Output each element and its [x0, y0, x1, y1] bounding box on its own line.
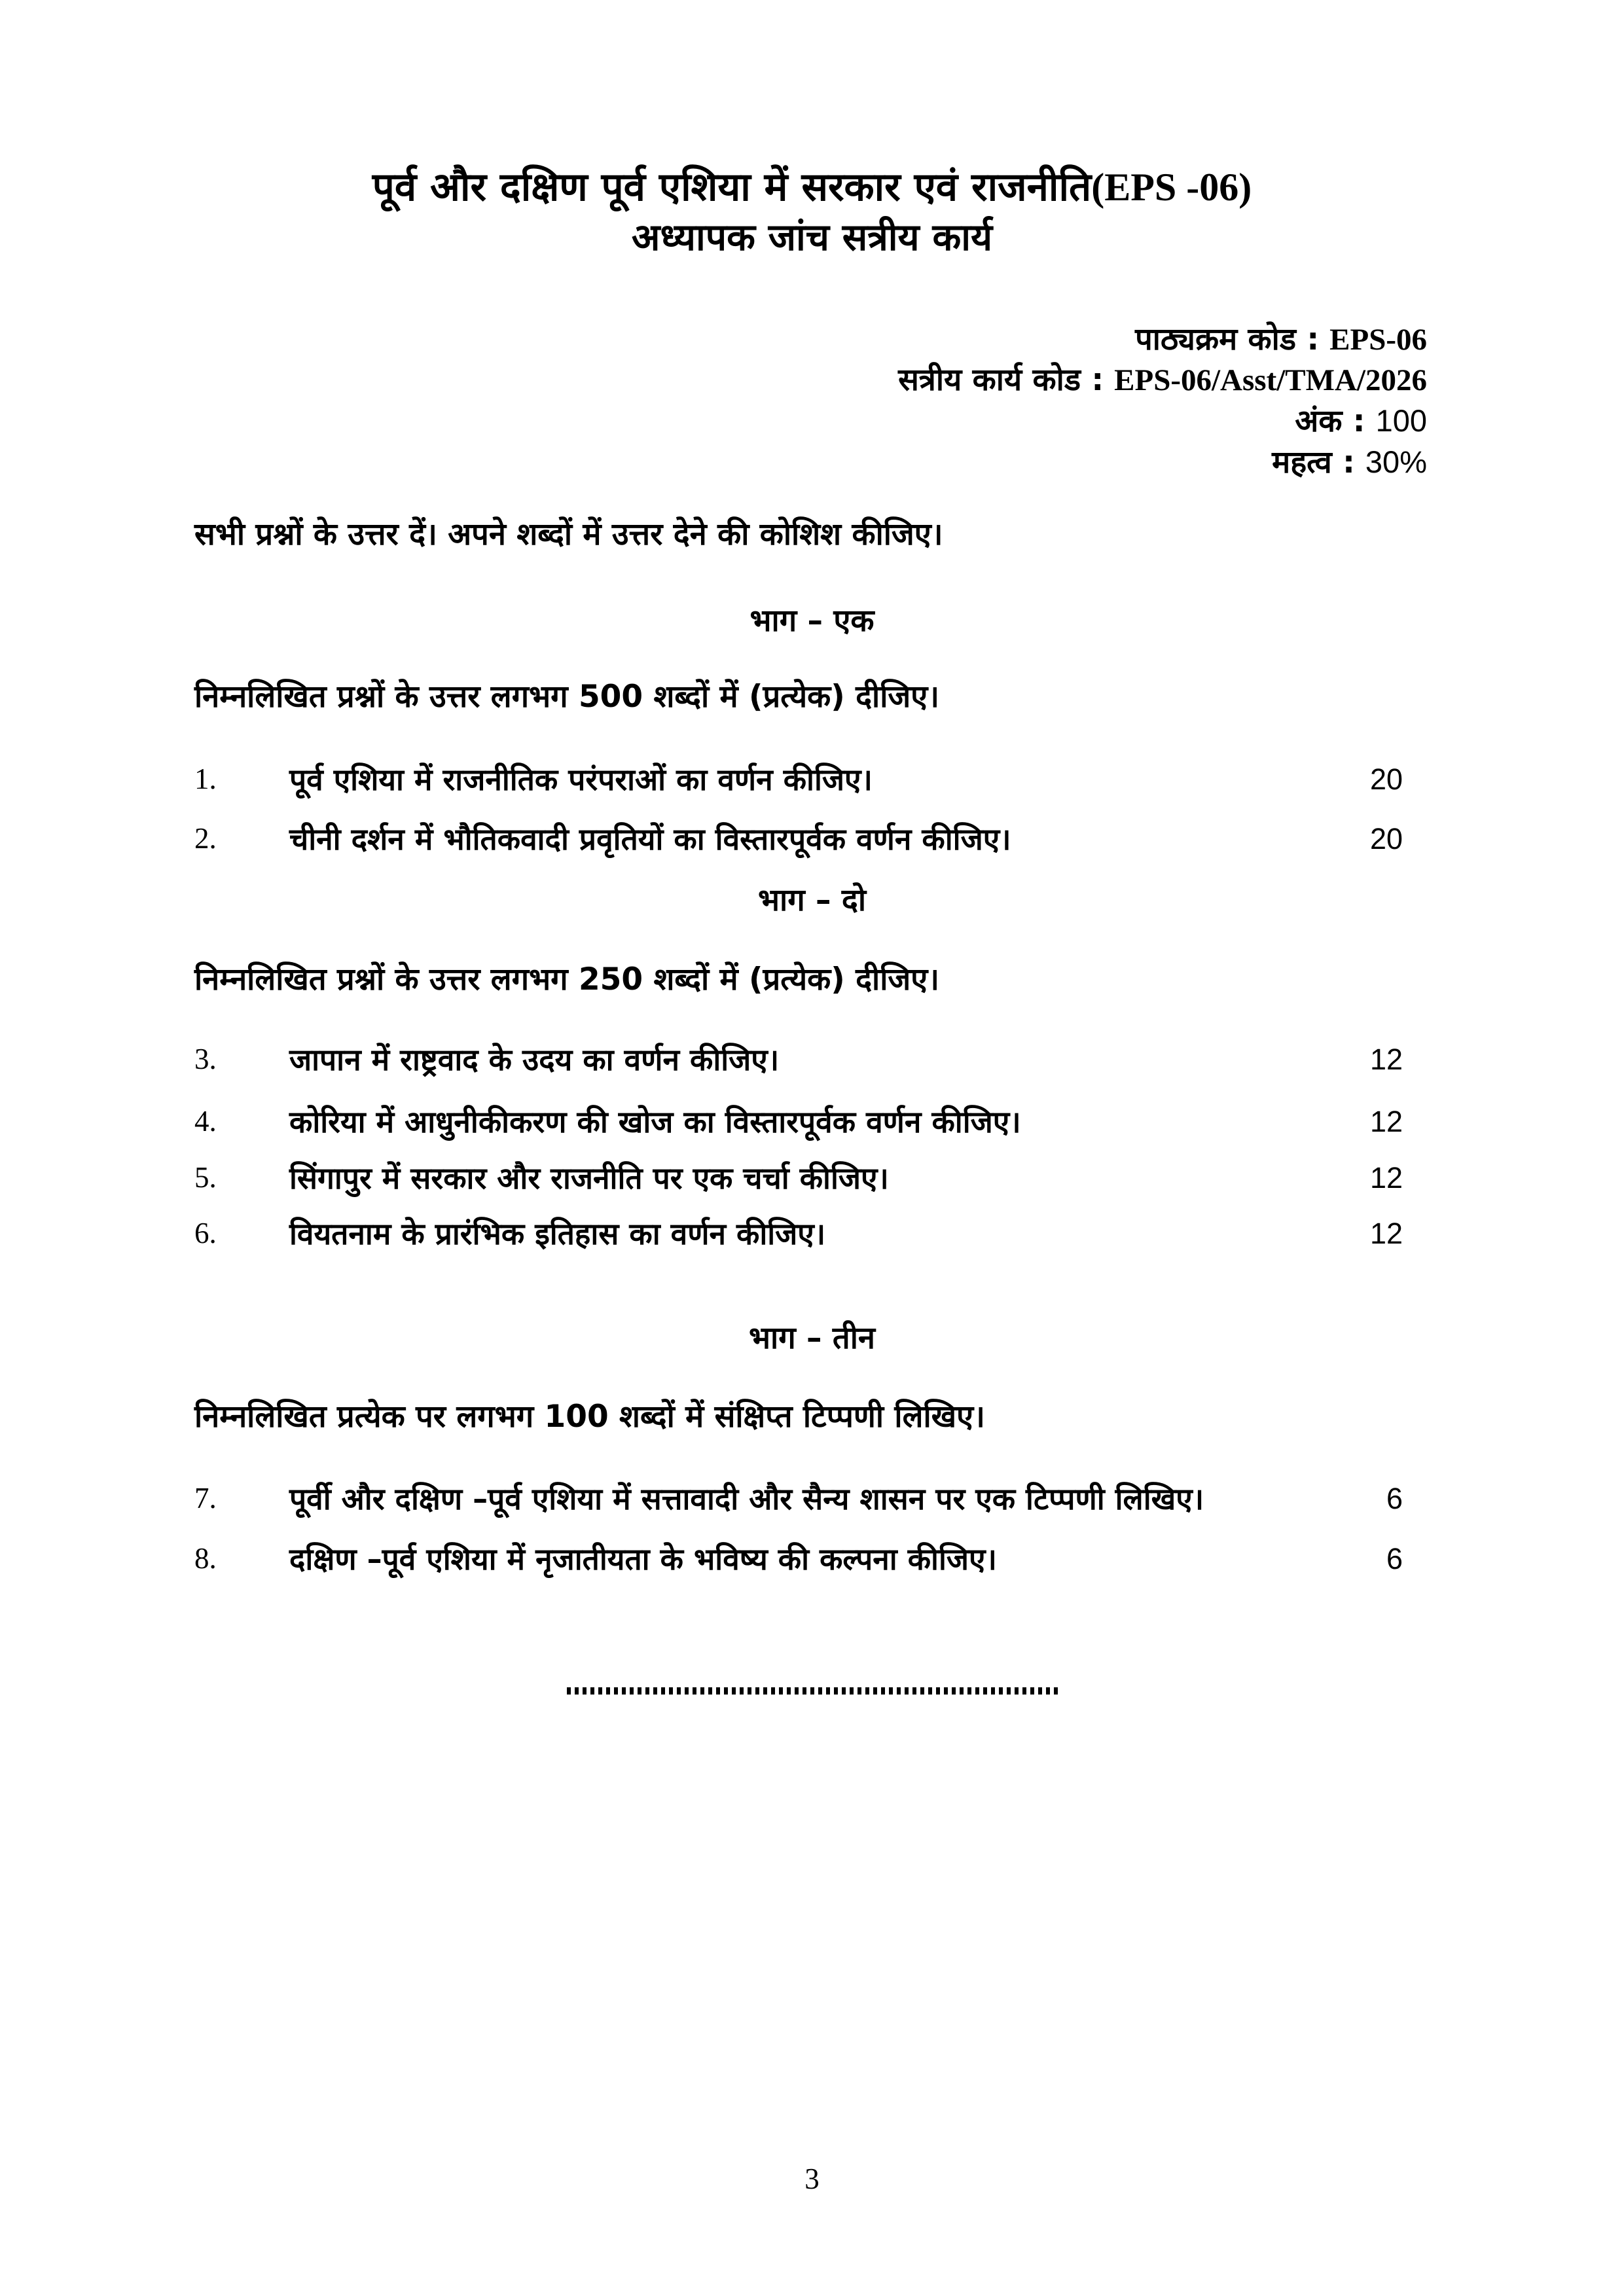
section-two-instruction: निम्नलिखित प्रश्नों के उत्तर लगभग 250 शब्दों में (प्रत्येक) दीजिए। [194, 961, 940, 997]
section-one-instruction: निम्नलिखित प्रश्नों के उत्तर लगभग 500 शब्दों में (प्रत्येक) दीजिए। [194, 679, 940, 715]
assignment-type-title: अध्यापक जांच सत्रीय कार्य [631, 215, 993, 259]
dotted-separator [567, 1687, 1059, 1695]
course-meta-block [898, 319, 1427, 483]
question-text: कोरिया में आधुनीकीकरण की खोज का विस्तारपूर्वक वर्णन कीजिए। [289, 1104, 1021, 1139]
question-text: पूर्व एशिया में राजनीतिक परंपराओं का वर्णन कीजिए। [289, 762, 873, 797]
question-marks: 12 [1369, 1217, 1403, 1250]
question-text: पूर्वी और दक्षिण –पूर्व एशिया में सत्तावादी और सैन्य शासन पर एक टिप्पणी लिखिए। [289, 1481, 1204, 1516]
question-row-5 [194, 1161, 1403, 1196]
question-text: वियतनाम के प्रारंभिक इतिहास का वर्णन कीजिए। [289, 1216, 826, 1251]
course-title [0, 165, 1624, 211]
question-row-7 [194, 1482, 1403, 1516]
question-row-3 [194, 1043, 1403, 1077]
section-three-heading: भाग – तीन [749, 1320, 875, 1356]
question-number: 3. [194, 1043, 217, 1075]
total-marks-value: 100 [1375, 403, 1427, 438]
question-marks: 20 [1369, 762, 1403, 796]
section-one-heading: भाग – एक [749, 603, 875, 639]
course-code-label: पाठ्यक्रम कोड : [1135, 321, 1320, 357]
question-number: 4. [194, 1105, 217, 1138]
question-row-1 [194, 762, 1403, 797]
course-title-code: (EPS -06) [1091, 166, 1252, 209]
weightage-value: 30% [1365, 444, 1427, 479]
question-number: 2. [194, 822, 217, 855]
total-marks-row [898, 401, 1427, 442]
question-number: 5. [194, 1161, 217, 1194]
question-number: 8. [194, 1542, 217, 1575]
question-text: चीनी दर्शन में भौतिकवादी प्रवृतियों का विस्तारपूर्वक वर्णन कीजिए। [289, 821, 1011, 857]
assignment-code-label: सत्रीय कार्य कोड : [898, 362, 1104, 398]
total-marks-label: अंक : [1295, 403, 1365, 439]
section-three-instruction: निम्नलिखित प्रत्येक पर लगभग 100 शब्दों में संक्षिप्त टिप्पणी लिखिए। [194, 1399, 985, 1435]
question-number: 1. [194, 762, 217, 795]
question-marks: 12 [1369, 1043, 1403, 1076]
weightage-label: महत्व : [1272, 444, 1355, 480]
question-number: 7. [194, 1482, 217, 1515]
question-row-6 [194, 1217, 1403, 1251]
page-number: 3 [804, 2162, 820, 2195]
question-row-2 [194, 822, 1403, 857]
question-marks: 6 [1386, 1542, 1403, 1575]
question-row-8 [194, 1542, 1403, 1577]
question-row-4 [194, 1105, 1403, 1139]
assignment-code-value: EPS-06/Asst/TMA/2026 [1114, 363, 1427, 397]
section-two-heading: भाग – दो [757, 882, 867, 918]
question-text: जापान में राष्ट्रवाद के उदय का वर्णन कीजिए। [289, 1042, 780, 1077]
question-text: सिंगापुर में सरकार और राजनीति पर एक चर्चा कीजिए। [289, 1160, 889, 1196]
assignment-code-row [898, 360, 1427, 401]
course-title-hindi: पूर्व और दक्षिण पूर्व एशिया में सरकार एवं राजनीति [372, 164, 1092, 210]
document-title-block [0, 165, 1624, 259]
question-marks: 12 [1369, 1161, 1403, 1194]
weightage-row [898, 442, 1427, 483]
course-code-row [898, 319, 1427, 360]
general-instruction: सभी प्रश्नों के उत्तर दें। अपने शब्दों में उत्तर देने की कोशिश कीजिए। [194, 516, 943, 552]
question-number: 6. [194, 1217, 217, 1249]
question-text: दक्षिण –पूर्व एशिया में नृजातीयता के भविष्य की कल्पना कीजिए। [289, 1541, 997, 1577]
question-marks: 20 [1369, 822, 1403, 855]
course-code-value: EPS-06 [1329, 323, 1427, 357]
question-marks: 6 [1386, 1482, 1403, 1515]
question-marks: 12 [1369, 1105, 1403, 1138]
